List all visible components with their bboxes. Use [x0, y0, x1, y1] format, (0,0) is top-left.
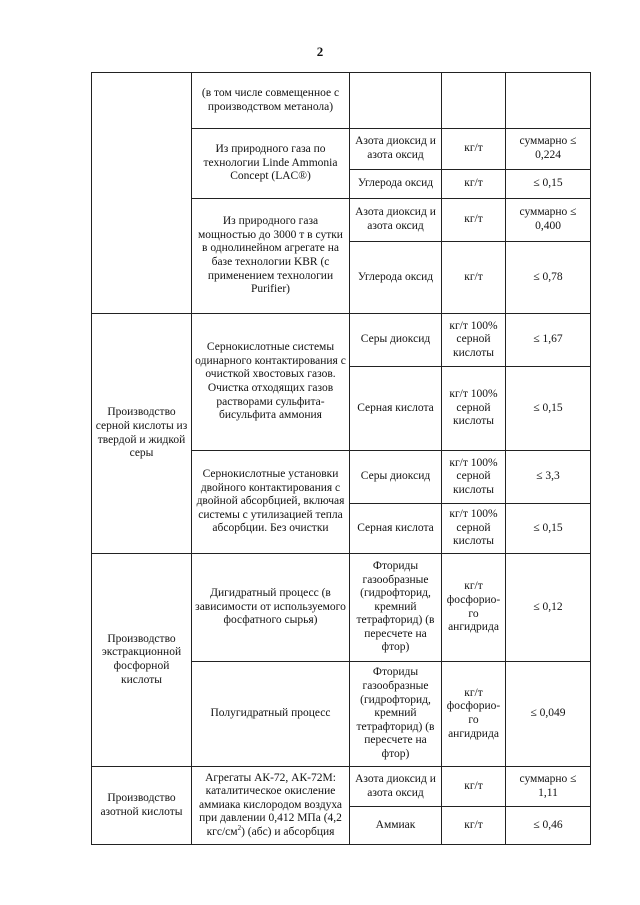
production-cell: Производство серной кислоты из твердой и жидкой серы — [92, 314, 192, 554]
value-cell: ≤ 3,3 — [506, 451, 591, 504]
production-cell: Производство азотной кислоты — [92, 767, 192, 845]
value-cell: ≤ 0,78 — [506, 242, 591, 314]
substance-cell: Серы диоксид — [350, 314, 442, 367]
technology-cell: (в том числе совмещенное с производством метанола) — [192, 73, 350, 129]
unit-cell: кг/т — [442, 199, 506, 242]
substance-cell: Серная кислота — [350, 504, 442, 554]
value-cell: суммарно ≤ 0,224 — [506, 129, 591, 170]
substance-cell — [350, 73, 442, 129]
unit-cell: кг/т — [442, 807, 506, 845]
substance-cell: Азота диоксид и азота оксид — [350, 767, 442, 807]
technology-cell: Дигидратный процесс (в зависимости от используемого фосфатного сырья) — [192, 554, 350, 662]
unit-cell: кг/т 100% серной кислоты — [442, 451, 506, 504]
technology-text-tail: ) (абс) и абсорбция — [241, 825, 335, 838]
production-cell: Производство экстракционной фосфорной кислоты — [92, 554, 192, 767]
unit-cell: кг/т — [442, 170, 506, 199]
value-cell: ≤ 1,67 — [506, 314, 591, 367]
technology-cell: Сернокислотные системы одинарного контактирования с очисткой хвостовых газов. Очистка отходящих газов растворами сульфита-бисульфита аммония — [192, 314, 350, 451]
table-row — [92, 554, 591, 662]
substance-cell: Аммиак — [350, 807, 442, 845]
value-cell: ≤ 0,049 — [506, 662, 591, 767]
value-cell — [506, 73, 591, 129]
value-cell: ≤ 0,46 — [506, 807, 591, 845]
substance-cell: Серы диоксид — [350, 451, 442, 504]
production-cell-empty — [92, 73, 192, 314]
unit-cell: кг/т фосфорио-го ангидрида — [442, 662, 506, 767]
unit-cell: кг/т 100% серной кислоты — [442, 314, 506, 367]
table-row — [92, 767, 591, 807]
value-cell: ≤ 0,15 — [506, 504, 591, 554]
table-row — [92, 314, 591, 367]
unit-cell — [442, 73, 506, 129]
substance-cell: Азота диоксид и азота оксид — [350, 199, 442, 242]
technology-cell: Полугидратный процесс — [192, 662, 350, 767]
value-cell: ≤ 0,12 — [506, 554, 591, 662]
technology-text: Агрегаты АК-72, АК-72М: каталитическое окисление аммиака кислородом воздуха при давлении 0,412 МПа (4,2 кгс/см — [198, 771, 343, 838]
unit-cell: кг/т 100% серной кислоты — [442, 504, 506, 554]
technology-cell: Из природного газа по технологии Linde Ammonia Concept (LAC®) — [192, 129, 350, 199]
technology-cell — [192, 767, 350, 845]
unit-cell: кг/т 100% серной кислоты — [442, 367, 506, 451]
value-cell: суммарно ≤ 1,11 — [506, 767, 591, 807]
unit-cell: кг/т — [442, 242, 506, 314]
value-cell: ≤ 0,15 — [506, 170, 591, 199]
unit-cell: кг/т — [442, 767, 506, 807]
superscript-two: 2 — [237, 824, 242, 833]
substance-cell: Фториды газообразные (гидрофторид, кремний тетрафторид) (в пересчете на фтор) — [350, 554, 442, 662]
substance-cell: Фториды газообразные (гидрофторид, кремний тетрафторид) (в пересчете на фтор) — [350, 662, 442, 767]
emission-standards-table — [91, 72, 591, 845]
substance-cell: Серная кислота — [350, 367, 442, 451]
technology-cell: Из природного газа мощностью до 3000 т в сутки в однолинейном агрегате на базе технологии KBR (с применением технологии Purifier) — [192, 199, 350, 314]
unit-cell: кг/т фосфорио-го ангидрида — [442, 554, 506, 662]
value-cell: ≤ 0,15 — [506, 367, 591, 451]
value-cell: суммарно ≤ 0,400 — [506, 199, 591, 242]
substance-cell: Углерода оксид — [350, 170, 442, 199]
substance-cell: Азота диоксид и азота оксид — [350, 129, 442, 170]
unit-cell: кг/т — [442, 129, 506, 170]
page-number: 2 — [316, 44, 324, 59]
table-row — [92, 73, 591, 129]
substance-cell: Углерода оксид — [350, 242, 442, 314]
technology-cell: Сернокислотные установки двойного контактирования с двойной абсорбцией, включая системы с утилизацией тепла абсорбции. Без очистки — [192, 451, 350, 554]
